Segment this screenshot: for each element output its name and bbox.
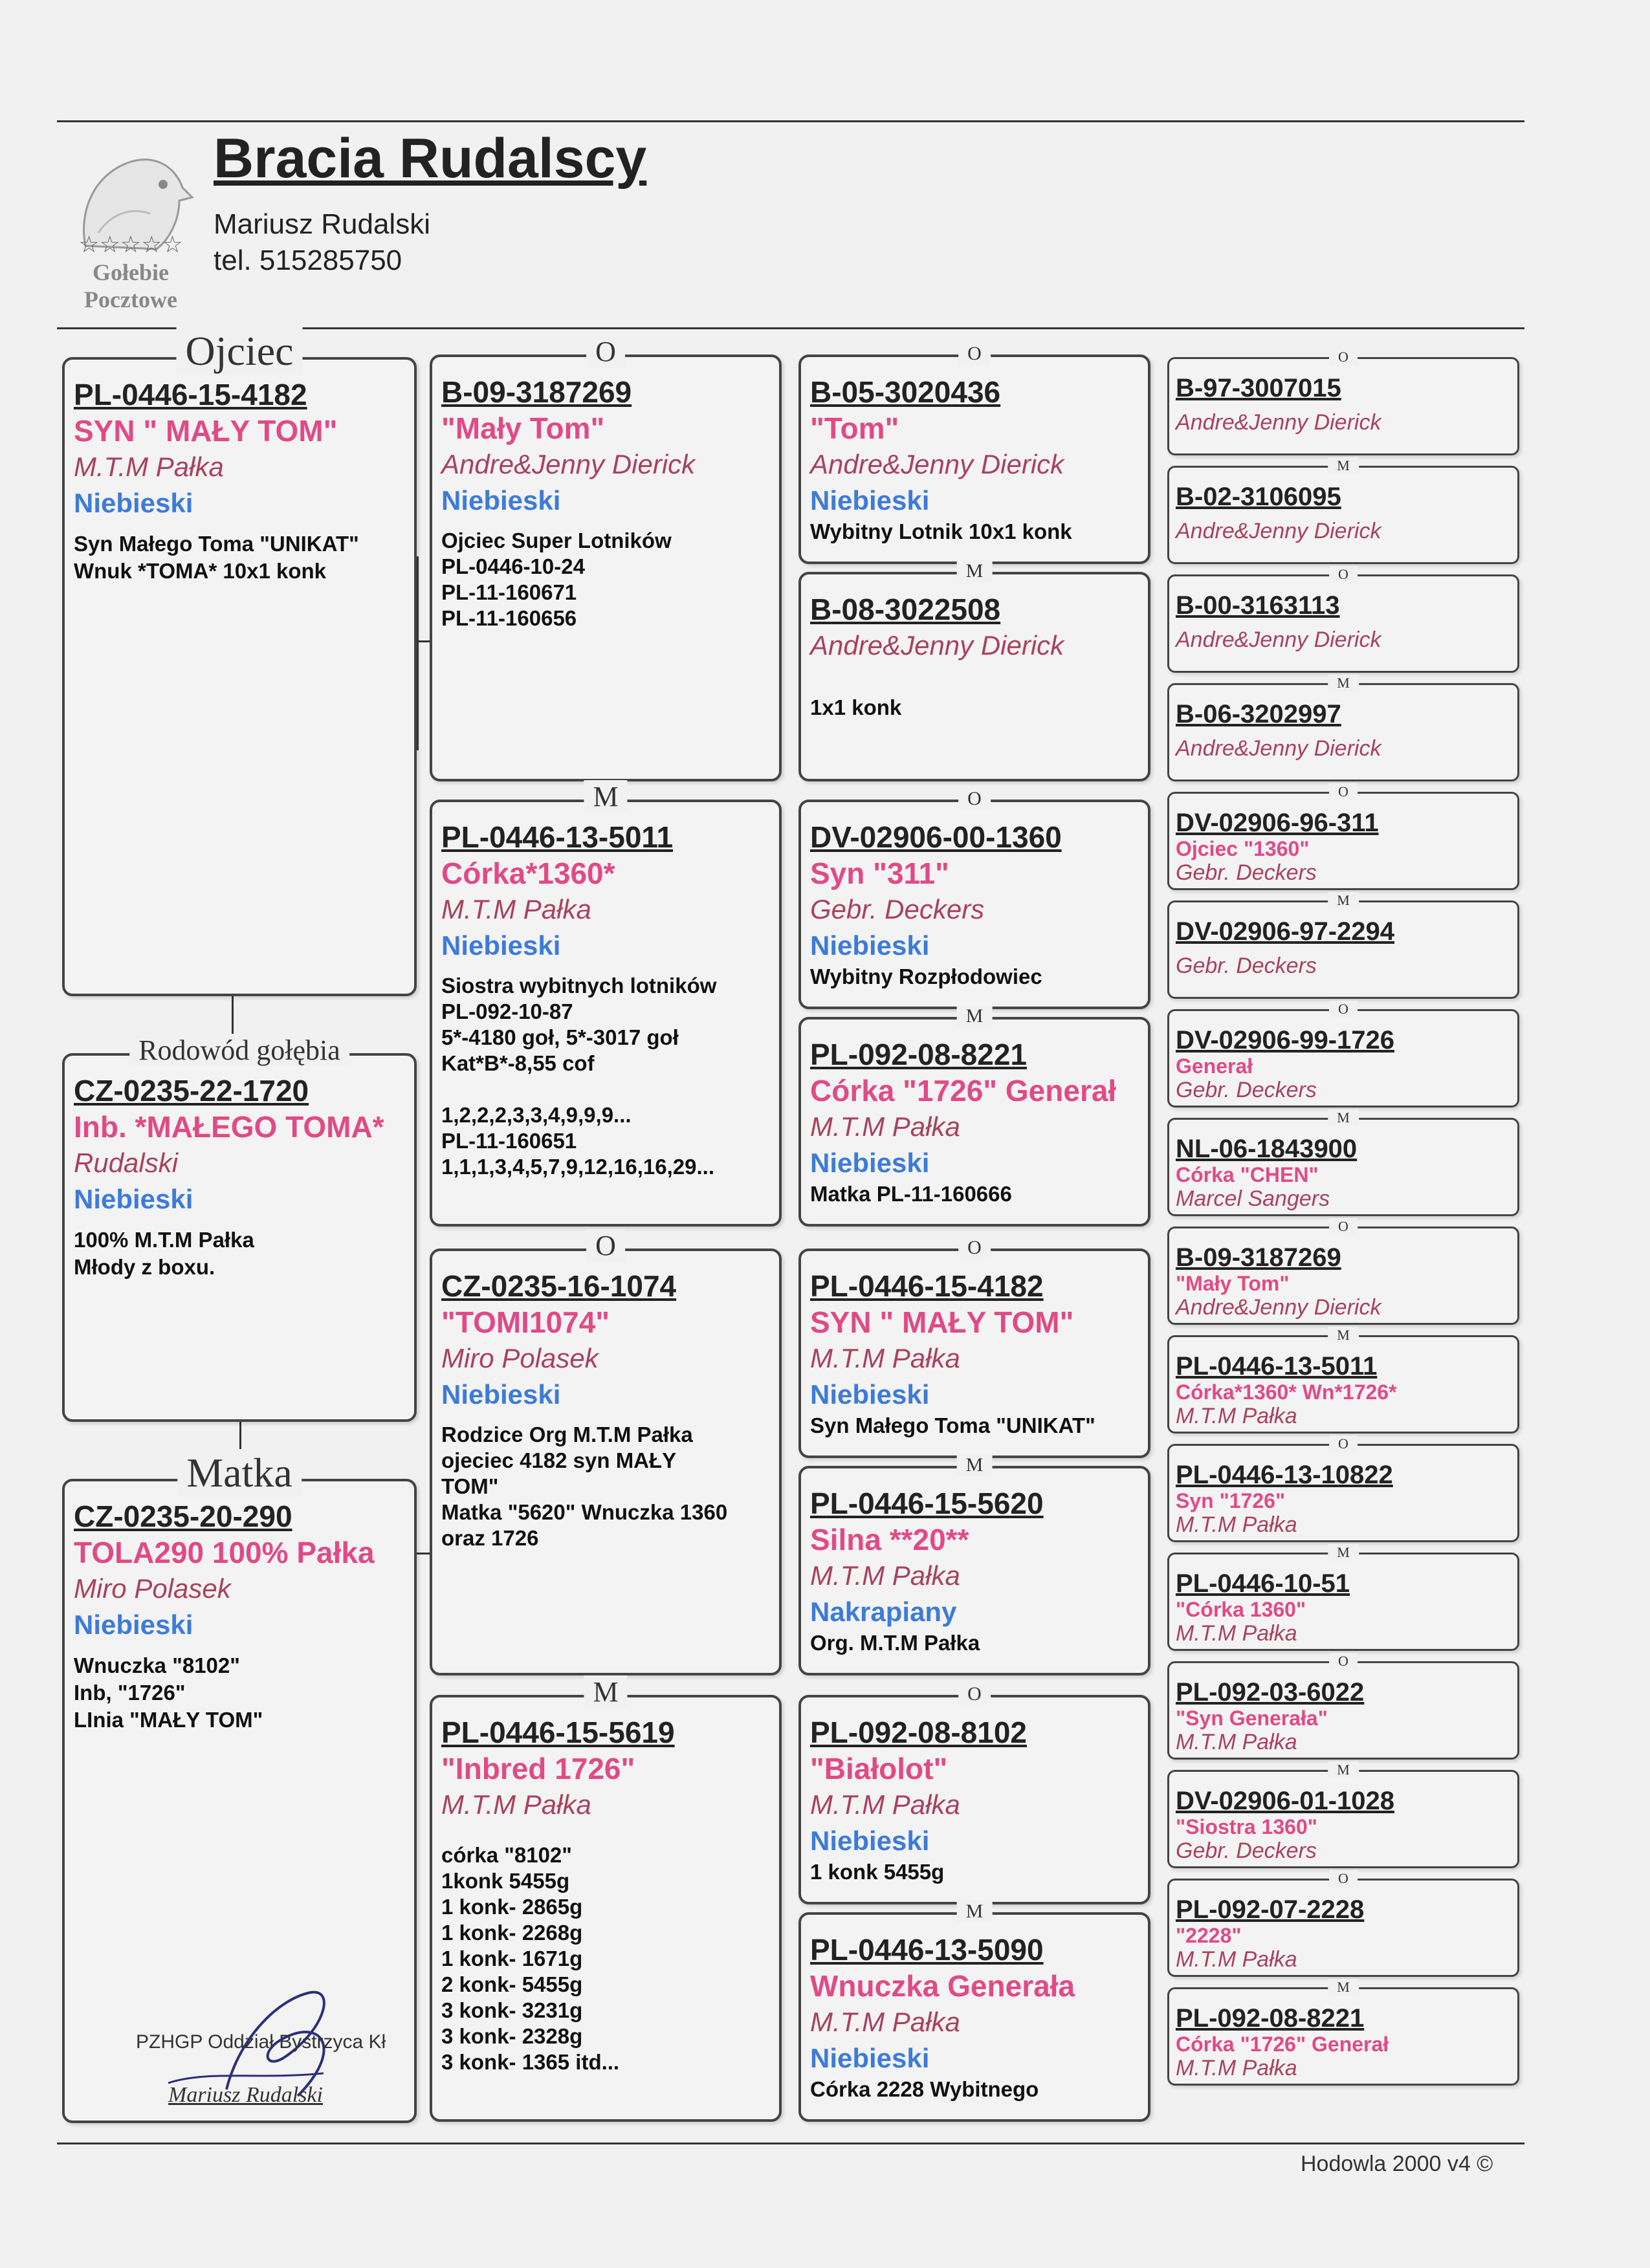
breeder: Gebr. Deckers bbox=[1176, 1078, 1317, 1102]
sex-label: O bbox=[586, 1229, 625, 1262]
breeder: Gebr. Deckers bbox=[1176, 860, 1317, 885]
logo-line2: Pocztowe bbox=[84, 287, 177, 312]
breeder: Gebr. Deckers bbox=[1176, 954, 1317, 978]
plumage-color: Niebieski bbox=[441, 485, 561, 516]
description: Org. M.T.M Pałka bbox=[810, 1631, 980, 1655]
breeder: Andre&Jenny Dierick bbox=[1176, 627, 1381, 652]
plumage-color: Niebieski bbox=[810, 930, 930, 961]
breeder: Miro Polasek bbox=[441, 1343, 599, 1373]
logo bbox=[60, 136, 202, 317]
breeder: M.T.M Pałka bbox=[1176, 1512, 1297, 1537]
pigeon-name: Córka "1726" Generał bbox=[1176, 2033, 1389, 2056]
pigeon-name: "Siostra 1360" bbox=[1176, 1815, 1317, 1838]
breeder: M.T.M Pałka bbox=[441, 1789, 591, 1820]
pedigree-label: Rodowód gołębia bbox=[129, 1034, 349, 1067]
pigeon-name: "TOMI1074" bbox=[441, 1305, 610, 1339]
breeder: Gebr. Deckers bbox=[810, 894, 985, 924]
description: Wybitny Lotnik 10x1 konk bbox=[810, 519, 1072, 543]
sex-label: O bbox=[958, 788, 991, 810]
description: Syn Małego Toma "UNIKAT" bbox=[810, 1413, 1095, 1437]
breeder: Andre&Jenny Dierick bbox=[810, 449, 1064, 479]
bottom-rule bbox=[57, 2143, 1524, 2144]
description: 100% M.T.M Pałka Młody z boxu. bbox=[74, 1228, 254, 1279]
gen3-mmm-card[interactable] bbox=[798, 1901, 1150, 2122]
sex-label: M bbox=[1328, 457, 1359, 474]
sex-label: M bbox=[1328, 1544, 1359, 1561]
breeder: M.T.M Pałka bbox=[810, 1343, 960, 1373]
father-mother-card[interactable] bbox=[430, 781, 782, 1227]
pigeon-name: "Tom" bbox=[810, 411, 899, 445]
gen4-card[interactable] bbox=[1167, 1435, 1519, 1542]
ring-number: PL-092-03-6022 bbox=[1176, 1678, 1365, 1706]
breeder: Andre&Jenny Dierick bbox=[1176, 1295, 1381, 1320]
breeder: Rudalski bbox=[74, 1148, 179, 1178]
pigeon-name: SYN " MAŁY TOM" bbox=[74, 414, 338, 448]
gen4-card[interactable] bbox=[1167, 1761, 1519, 1868]
ring-number: PL-0446-15-4182 bbox=[810, 1269, 1044, 1303]
breeder: M.T.M Pałka bbox=[810, 2007, 960, 2037]
breeder: Andre&Jenny Dierick bbox=[1176, 519, 1381, 543]
sex-label: O bbox=[1329, 1001, 1358, 1018]
pigeon-name: Córka*1360* Wn*1726* bbox=[1176, 1380, 1397, 1404]
mother-father-card[interactable] bbox=[430, 1230, 782, 1675]
pigeon-name: TOLA290 100% Pałka bbox=[74, 1536, 375, 1569]
description: Ojciec Super Lotników PL-0446-10-24 PL-11-160671 PL-11-160656 bbox=[441, 529, 672, 630]
plumage-color: Niebieski bbox=[74, 1184, 193, 1214]
ring-number: PL-0446-15-4182 bbox=[74, 378, 307, 411]
plumage-color: Niebieski bbox=[810, 1148, 930, 1178]
ring-number: PL-0446-13-10822 bbox=[1176, 1461, 1393, 1489]
pigeon-name: Wnuczka Generała bbox=[810, 1969, 1075, 2003]
footer-text: Hodowla 2000 v4 © bbox=[1301, 2152, 1493, 2176]
sex-label: O bbox=[1329, 783, 1358, 800]
gen4-card[interactable] bbox=[1167, 457, 1519, 564]
ring-number: PL-092-08-8221 bbox=[1176, 2004, 1365, 2033]
plumage-color: Niebieski bbox=[810, 2043, 930, 2073]
breeder: Gebr. Deckers bbox=[1176, 1838, 1317, 1863]
ring-number: PL-0446-13-5011 bbox=[1176, 1352, 1378, 1380]
gen4-card[interactable] bbox=[1167, 566, 1519, 673]
gen4-card[interactable] bbox=[1167, 1653, 1519, 1760]
breeder: M.T.M Pałka bbox=[810, 1560, 960, 1591]
ring-number: CZ-0235-22-1720 bbox=[74, 1074, 309, 1107]
description: Rodzice Org M.T.M Pałka ojeciec 4182 syn MAŁY TOM" Matka "5620" Wnuczka 1360 oraz 1726 bbox=[441, 1423, 728, 1550]
ring-number: NL-06-1843900 bbox=[1176, 1135, 1358, 1163]
sex-label: M bbox=[957, 1005, 993, 1027]
plumage-color: Niebieski bbox=[74, 1609, 193, 1640]
breeder: Andre&Jenny Dierick bbox=[441, 449, 696, 479]
sex-label: M bbox=[957, 1901, 993, 1923]
ring-number: B-97-3007015 bbox=[1176, 374, 1341, 402]
plumage-color: Nakrapiany bbox=[810, 1597, 957, 1627]
connector bbox=[417, 640, 430, 642]
ring-number: CZ-0235-16-1074 bbox=[441, 1269, 677, 1303]
sex-label: O bbox=[958, 1683, 991, 1705]
ring-number: B-09-3187269 bbox=[1176, 1243, 1341, 1272]
breeder: M.T.M Pałka bbox=[810, 1789, 960, 1820]
ring-number: CZ-0235-20-290 bbox=[74, 1499, 292, 1533]
description: Córka 2228 Wybitnego bbox=[810, 2077, 1039, 2101]
logo-stars: ☆☆☆☆☆ bbox=[78, 232, 183, 258]
sex-label: O bbox=[1329, 1653, 1358, 1670]
sex-label: M bbox=[957, 560, 993, 582]
description: córka "8102" 1konk 5455g 1 konk- 2865g 1 konk- 2268g 1 konk- 1671g 2 konk- 5455g 3 konk- 3231g 3 konk- 2328g 3 konk- 1365 itd... bbox=[441, 1843, 620, 2074]
owner-name: Mariusz Rudalski bbox=[214, 208, 430, 240]
pigeon-name: Inb. *MAŁEGO TOMA* bbox=[74, 1110, 384, 1144]
pigeon-name: Córka "CHEN" bbox=[1176, 1163, 1319, 1186]
sex-label: M bbox=[1328, 675, 1359, 692]
pigeon-name: Córka "1726" Generał bbox=[810, 1074, 1117, 1107]
ring-number: B-08-3022508 bbox=[810, 593, 1001, 626]
connector bbox=[417, 1553, 430, 1554]
gen4-card[interactable] bbox=[1167, 1001, 1519, 1107]
pigeon-name: Syn "311" bbox=[810, 856, 949, 890]
gen4-card[interactable] bbox=[1167, 349, 1519, 455]
ring-number: B-02-3106095 bbox=[1176, 483, 1341, 511]
description: 1 konk 5455g bbox=[810, 1860, 945, 1884]
pigeon-name: "Mały Tom" bbox=[441, 411, 605, 445]
ring-number: PL-0446-13-5011 bbox=[441, 820, 674, 854]
sex-label: O bbox=[958, 343, 991, 365]
pigeon-name: Generał bbox=[1176, 1054, 1253, 1078]
gen4-card[interactable] bbox=[1167, 1979, 1519, 2086]
gen3-fmf-card[interactable] bbox=[798, 788, 1150, 1009]
mother-mother-card[interactable] bbox=[430, 1676, 782, 2122]
bird-card[interactable] bbox=[62, 1034, 417, 1422]
ring-number: B-00-3163113 bbox=[1176, 591, 1340, 620]
gen4-card[interactable] bbox=[1167, 1870, 1519, 1977]
sex-label: M bbox=[1328, 1109, 1359, 1126]
description: Wnuczka "8102" Inb, "1726" LInia "MAŁY TOM" bbox=[74, 1653, 263, 1732]
breeder: M.T.M Pałka bbox=[441, 894, 591, 924]
breeder: M.T.M Pałka bbox=[1176, 1621, 1297, 1646]
breeder: M.T.M Pałka bbox=[810, 1111, 960, 1142]
pigeon-name: Córka*1360* bbox=[441, 856, 615, 890]
ring-number: B-09-3187269 bbox=[441, 375, 632, 409]
gen3-fmm-card[interactable] bbox=[798, 1005, 1150, 1227]
gen3-ffm-card[interactable] bbox=[798, 560, 1150, 781]
sex-label: M bbox=[957, 1454, 993, 1476]
connector bbox=[417, 556, 419, 750]
ring-number: DV-02906-96-311 bbox=[1176, 809, 1379, 837]
pigeon-name: SYN " MAŁY TOM" bbox=[810, 1305, 1074, 1339]
ring-number: PL-092-07-2228 bbox=[1176, 1895, 1365, 1924]
ring-number: PL-0446-13-5090 bbox=[810, 1933, 1044, 1967]
plumage-color: Niebieski bbox=[441, 1379, 561, 1410]
ring-number: B-06-3202997 bbox=[1176, 700, 1341, 728]
father-card[interactable] bbox=[62, 328, 417, 996]
plumage-color: Niebieski bbox=[441, 930, 561, 961]
gen3-mff-card[interactable] bbox=[798, 1237, 1150, 1458]
description: 1x1 konk bbox=[810, 695, 902, 719]
father-label: Ojciec bbox=[177, 327, 303, 375]
sex-label: O bbox=[1329, 566, 1358, 583]
sex-label: M bbox=[1328, 1761, 1359, 1778]
breeder: M.T.M Pałka bbox=[1176, 1730, 1297, 1754]
ring-number: DV-02906-00-1360 bbox=[810, 820, 1062, 854]
breeder: M.T.M Pałka bbox=[1176, 1947, 1297, 1972]
pigeon-name: "Syn Generała" bbox=[1176, 1706, 1328, 1730]
sex-label: M bbox=[1328, 1327, 1359, 1344]
gen3-mmf-card[interactable] bbox=[798, 1683, 1150, 1904]
mother-label: Matka bbox=[177, 1449, 302, 1497]
stamp-text: PZHGP Oddział Bystrzyca Kł bbox=[136, 2031, 386, 2053]
signature bbox=[129, 1960, 427, 2115]
pigeon-name: "Córka 1360" bbox=[1176, 1598, 1306, 1621]
sex-label: O bbox=[1329, 1435, 1358, 1452]
plumage-color: Niebieski bbox=[74, 488, 193, 518]
gen4-card[interactable] bbox=[1167, 1544, 1519, 1651]
ring-number: DV-02906-97-2294 bbox=[1176, 917, 1395, 946]
description: Siostra wybitnych lotników PL-092-10-87 5*-4180 goł, 5*-3017 goł Kat*B*-8,55 cof 1,2,2,2,3,3,4,9,9,9... PL-11-160651 1,1,1,3,4,5,7,9,12,16,16,29... bbox=[441, 974, 717, 1179]
sex-label: O bbox=[1329, 1870, 1358, 1887]
description: Syn Małego Toma "UNIKAT" Wnuk *TOMA* 10x1 konk bbox=[74, 532, 359, 583]
gen4-card[interactable] bbox=[1167, 783, 1519, 890]
sex-label: O bbox=[1329, 349, 1358, 365]
signature-name: Mariusz Rudalski bbox=[168, 2083, 323, 2107]
gen3-mfm-card[interactable] bbox=[798, 1454, 1150, 1675]
gen3-fff-card[interactable] bbox=[798, 343, 1150, 564]
description: Matka PL-11-160666 bbox=[810, 1182, 1012, 1206]
pigeon-name: "2228" bbox=[1176, 1924, 1242, 1947]
breeder: M.T.M Pałka bbox=[1176, 2056, 1297, 2080]
breeder: Marcel Sangers bbox=[1176, 1186, 1330, 1211]
pigeon-name: Ojciec "1360" bbox=[1176, 837, 1310, 860]
pigeon-name: Syn "1726" bbox=[1176, 1489, 1286, 1512]
ring-number: DV-02906-01-1028 bbox=[1176, 1787, 1395, 1815]
top-rule bbox=[57, 120, 1524, 122]
ring-number: PL-0446-10-51 bbox=[1176, 1569, 1350, 1598]
gen4-card[interactable] bbox=[1167, 892, 1519, 999]
sex-label: O bbox=[586, 335, 625, 368]
pigeon-name: "Inbred 1726" bbox=[441, 1752, 635, 1785]
page-title: Bracia Rudalscy bbox=[214, 127, 647, 190]
sex-label: M bbox=[584, 780, 627, 813]
pigeon-name: Silna **20** bbox=[810, 1523, 969, 1556]
father-father-card[interactable] bbox=[430, 336, 782, 781]
breeder: Miro Polasek bbox=[74, 1573, 231, 1604]
description: Wybitny Rozpłodowiec bbox=[810, 965, 1042, 988]
plumage-color: Niebieski bbox=[810, 1826, 930, 1856]
breeder: Andre&Jenny Dierick bbox=[810, 630, 1064, 660]
pigeon-name: "Białolot" bbox=[810, 1752, 948, 1785]
pigeon-name: "Mały Tom" bbox=[1176, 1272, 1290, 1295]
gen4-card[interactable] bbox=[1167, 675, 1519, 781]
ring-number: PL-092-08-8221 bbox=[810, 1038, 1027, 1071]
sex-label: O bbox=[958, 1237, 991, 1259]
ring-number: PL-0446-15-5619 bbox=[441, 1716, 675, 1749]
ring-number: PL-0446-15-5620 bbox=[810, 1487, 1044, 1520]
sex-label: O bbox=[1329, 1218, 1358, 1235]
plumage-color: Niebieski bbox=[810, 1379, 930, 1410]
breeder: M.T.M Pałka bbox=[74, 452, 224, 482]
breeder: Andre&Jenny Dierick bbox=[1176, 736, 1381, 761]
sex-label: M bbox=[584, 1675, 627, 1708]
gen4-card[interactable] bbox=[1167, 1327, 1519, 1434]
plumage-color: Niebieski bbox=[810, 485, 930, 516]
sex-label: M bbox=[1328, 1979, 1359, 1996]
ring-number: B-05-3020436 bbox=[810, 375, 1001, 409]
logo-line1: Gołebie bbox=[93, 259, 169, 285]
ring-number: PL-092-08-8102 bbox=[810, 1716, 1027, 1749]
breeder: Andre&Jenny Dierick bbox=[1176, 410, 1381, 435]
sex-label: M bbox=[1328, 892, 1359, 909]
breeder: M.T.M Pałka bbox=[1176, 1404, 1297, 1428]
gen4-card[interactable] bbox=[1167, 1218, 1519, 1325]
owner-phone: tel. 515285750 bbox=[214, 245, 402, 276]
gen4-card[interactable] bbox=[1167, 1109, 1519, 1216]
ring-number: DV-02906-99-1726 bbox=[1176, 1026, 1395, 1054]
